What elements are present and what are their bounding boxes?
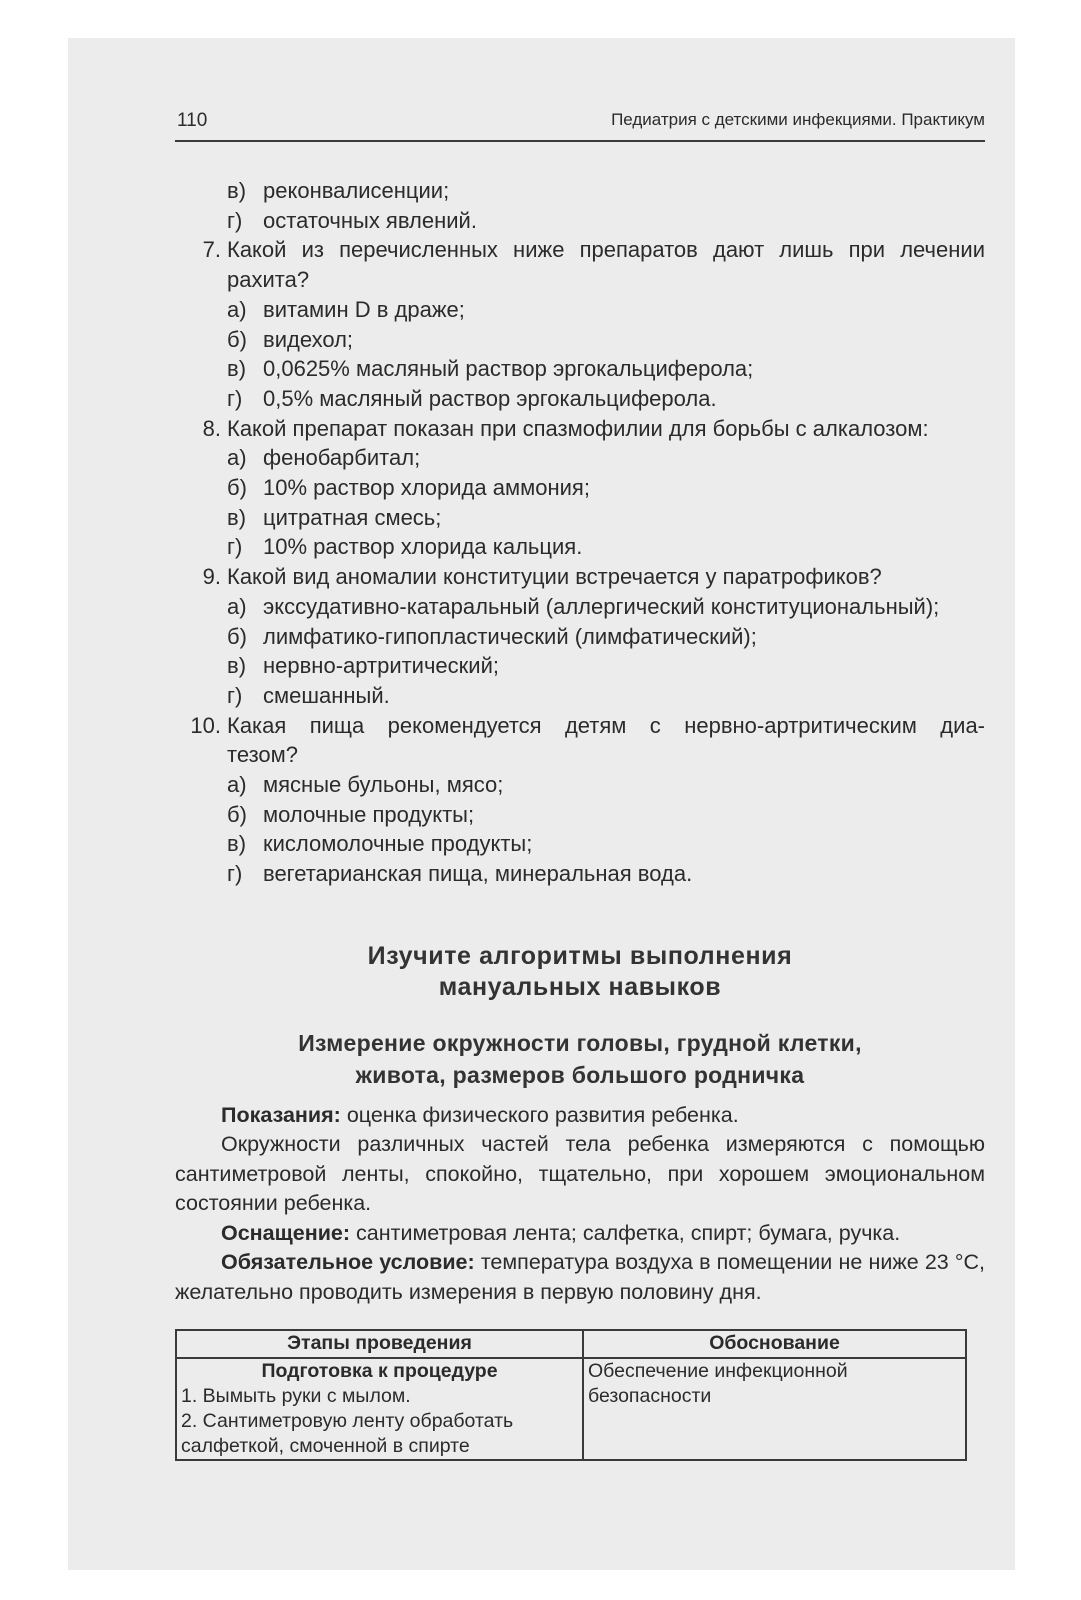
step-2-line-2: салфеткой, смоченной в спирте	[181, 1435, 470, 1458]
question-10: 10. Какая пища рекомендуется детям с нервно-артритическим диа-	[175, 711, 985, 741]
option-line: а) витамин D в драже;	[227, 296, 465, 322]
step-1: 1. Вымыть руки с мылом.	[181, 1385, 411, 1408]
circumference-paragraph: Окружности различных частей тела ребенка измеряются с помощью сантиметровой ленты, спокойно, тщательно, при хорошем эмоциональном состоянии ребенка.	[175, 1132, 985, 1216]
rationale-cell: Обеспечение инфекционной безопасности	[583, 1358, 966, 1460]
option-line: б) лимфатико-гипопластический (лимфатический);	[227, 623, 757, 649]
indications-paragraph: Показания: оценка физического развития ребенка.	[221, 1102, 739, 1127]
table-row	[176, 1358, 966, 1460]
question-8: 8. Какой препарат показан при спазмофилии для борьбы с алкалозом:	[175, 414, 985, 444]
option-line: г) остаточных явлений.	[227, 207, 477, 233]
indications-label: Показания:	[221, 1102, 341, 1127]
option-line: в) кисломолочные продукты;	[227, 831, 533, 857]
step-2-line-1: 2. Сантиметровую ленту обработать	[181, 1410, 514, 1433]
page-number: 110	[177, 110, 208, 131]
option-line: г) 0,5% масляный раствор эргокальциферола.	[227, 385, 717, 411]
table-subheader: Подготовка к процедуре	[261, 1360, 498, 1383]
condition-label: Обязательное условие:	[221, 1250, 475, 1275]
option-line: в) 0,0625% масляный раствор эргокальциферола;	[227, 356, 754, 382]
equipment-paragraph: Оснащение: сантиметровая лента; салфетка, спирт; бумага, ручка.	[221, 1220, 901, 1245]
question-number: 7.	[202, 237, 221, 263]
question-7-continued: рахита?	[227, 267, 310, 293]
running-title: Педиатрия с детскими инфекциями. Практикум	[611, 110, 985, 129]
stages-cell	[176, 1358, 583, 1460]
question-number: 9.	[202, 564, 221, 590]
option-line: г) вегетарианская пища, минеральная вода.	[227, 861, 693, 887]
option-line: б) 10% раствор хлорида аммония;	[227, 475, 590, 501]
procedure-table	[175, 1329, 967, 1461]
table-header-row	[176, 1330, 966, 1358]
option-line: б) видехол;	[227, 326, 354, 352]
option-line: в) реконвалисенции;	[227, 178, 450, 203]
column-header-stages: Этапы проведения	[176, 1330, 583, 1358]
question-10-continued: тезом?	[227, 742, 299, 768]
column-header-rationale: Обоснование	[583, 1330, 966, 1358]
option-line: б) молочные продукты;	[227, 801, 475, 827]
subsection-heading: Измерение окружности головы, грудной клетки, живота, размеров большого родничка	[298, 1029, 862, 1088]
equipment-label: Оснащение:	[221, 1220, 351, 1245]
question-9: 9. Какой вид аномалии конституции встречается у паратрофиков?	[175, 562, 985, 592]
condition-paragraph: Обязательное условие: температура воздуха в помещении не ниже 23 °С, желательно проводить измерения в первую половину дня.	[175, 1250, 985, 1304]
option-line: г) 10% раствор хлорида кальция.	[227, 534, 583, 560]
option-line: в) цитратная смесь;	[227, 504, 442, 530]
option-line: в) нервно-артритический;	[227, 653, 499, 679]
question-7: 7. Какой из перечисленных ниже препаратов дают лишь при лечении	[175, 235, 985, 265]
book-page	[175, 100, 985, 1461]
section-heading: Изучите алгоритмы выполнения мануальных навыков	[367, 941, 793, 1001]
question-number: 10.	[190, 712, 221, 738]
question-number: 8.	[202, 415, 221, 441]
page-header	[175, 100, 985, 142]
option-line: а) экссудативно-катаральный (аллергический конституциональный);	[227, 593, 940, 619]
question-list	[175, 176, 985, 889]
option-line: г) смешанный.	[227, 682, 390, 708]
option-line: а) мясные бульоны, мясо;	[227, 772, 504, 798]
option-line: а) фенобарбитал;	[227, 445, 421, 471]
